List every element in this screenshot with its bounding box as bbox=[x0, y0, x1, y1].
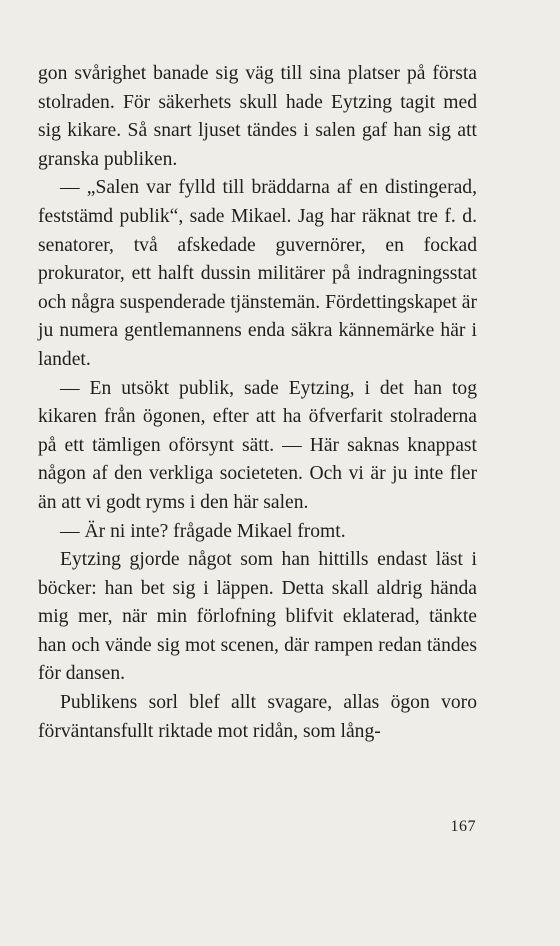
paragraph-1: gon svårighet banade sig väg till sina platser på första stolraden. För säkerhets skull hade Eytzing tagit med sig kikare. Så snart ljuset tändes i salen gaf han sig att granska publiken. bbox=[38, 63, 477, 170]
paragraph-2: — „Salen var fylld till bräddarna af en distingerad, feststämd publik“, sade Mikael. Jag har räknat tre f. d. senatorer, två afskedade guvernörer, en fockad prokurator, ett halft dussin militärer på indragningsstat och några suspenderade tjänstemän. Fördettingskapet är ju numera gentlemannens enda säkra kännemärke här i landet. bbox=[38, 177, 477, 370]
page-number: 167 bbox=[450, 818, 476, 835]
paragraph-5: Eytzing gjorde något som han hittills endast läst i böcker: han bet sig i läppen. Detta skall aldrig hända mig mer, när min förlofning blifvit eklaterad, tänkte han och vände sig mot scenen, där rampen redan tändes för dansen. bbox=[38, 549, 477, 685]
paragraph-3: — En utsökt publik, sade Eytzing, i det han tog kikaren från ögonen, efter att ha öfverfarit stolraderna på ett tämligen oförsynt sätt. — Här saknas knappast någon af den verkliga societeten. Och vi är ju inte fler än att vi godt ryms i den här salen. bbox=[38, 377, 477, 513]
body-text bbox=[38, 60, 477, 746]
paragraph-4: — Är ni inte? frågade Mikael fromt. bbox=[60, 520, 346, 542]
paragraph-6: Publikens sorl blef allt svagare, allas ögon voro förväntansfullt riktade mot ridån, som lång- bbox=[38, 692, 477, 742]
